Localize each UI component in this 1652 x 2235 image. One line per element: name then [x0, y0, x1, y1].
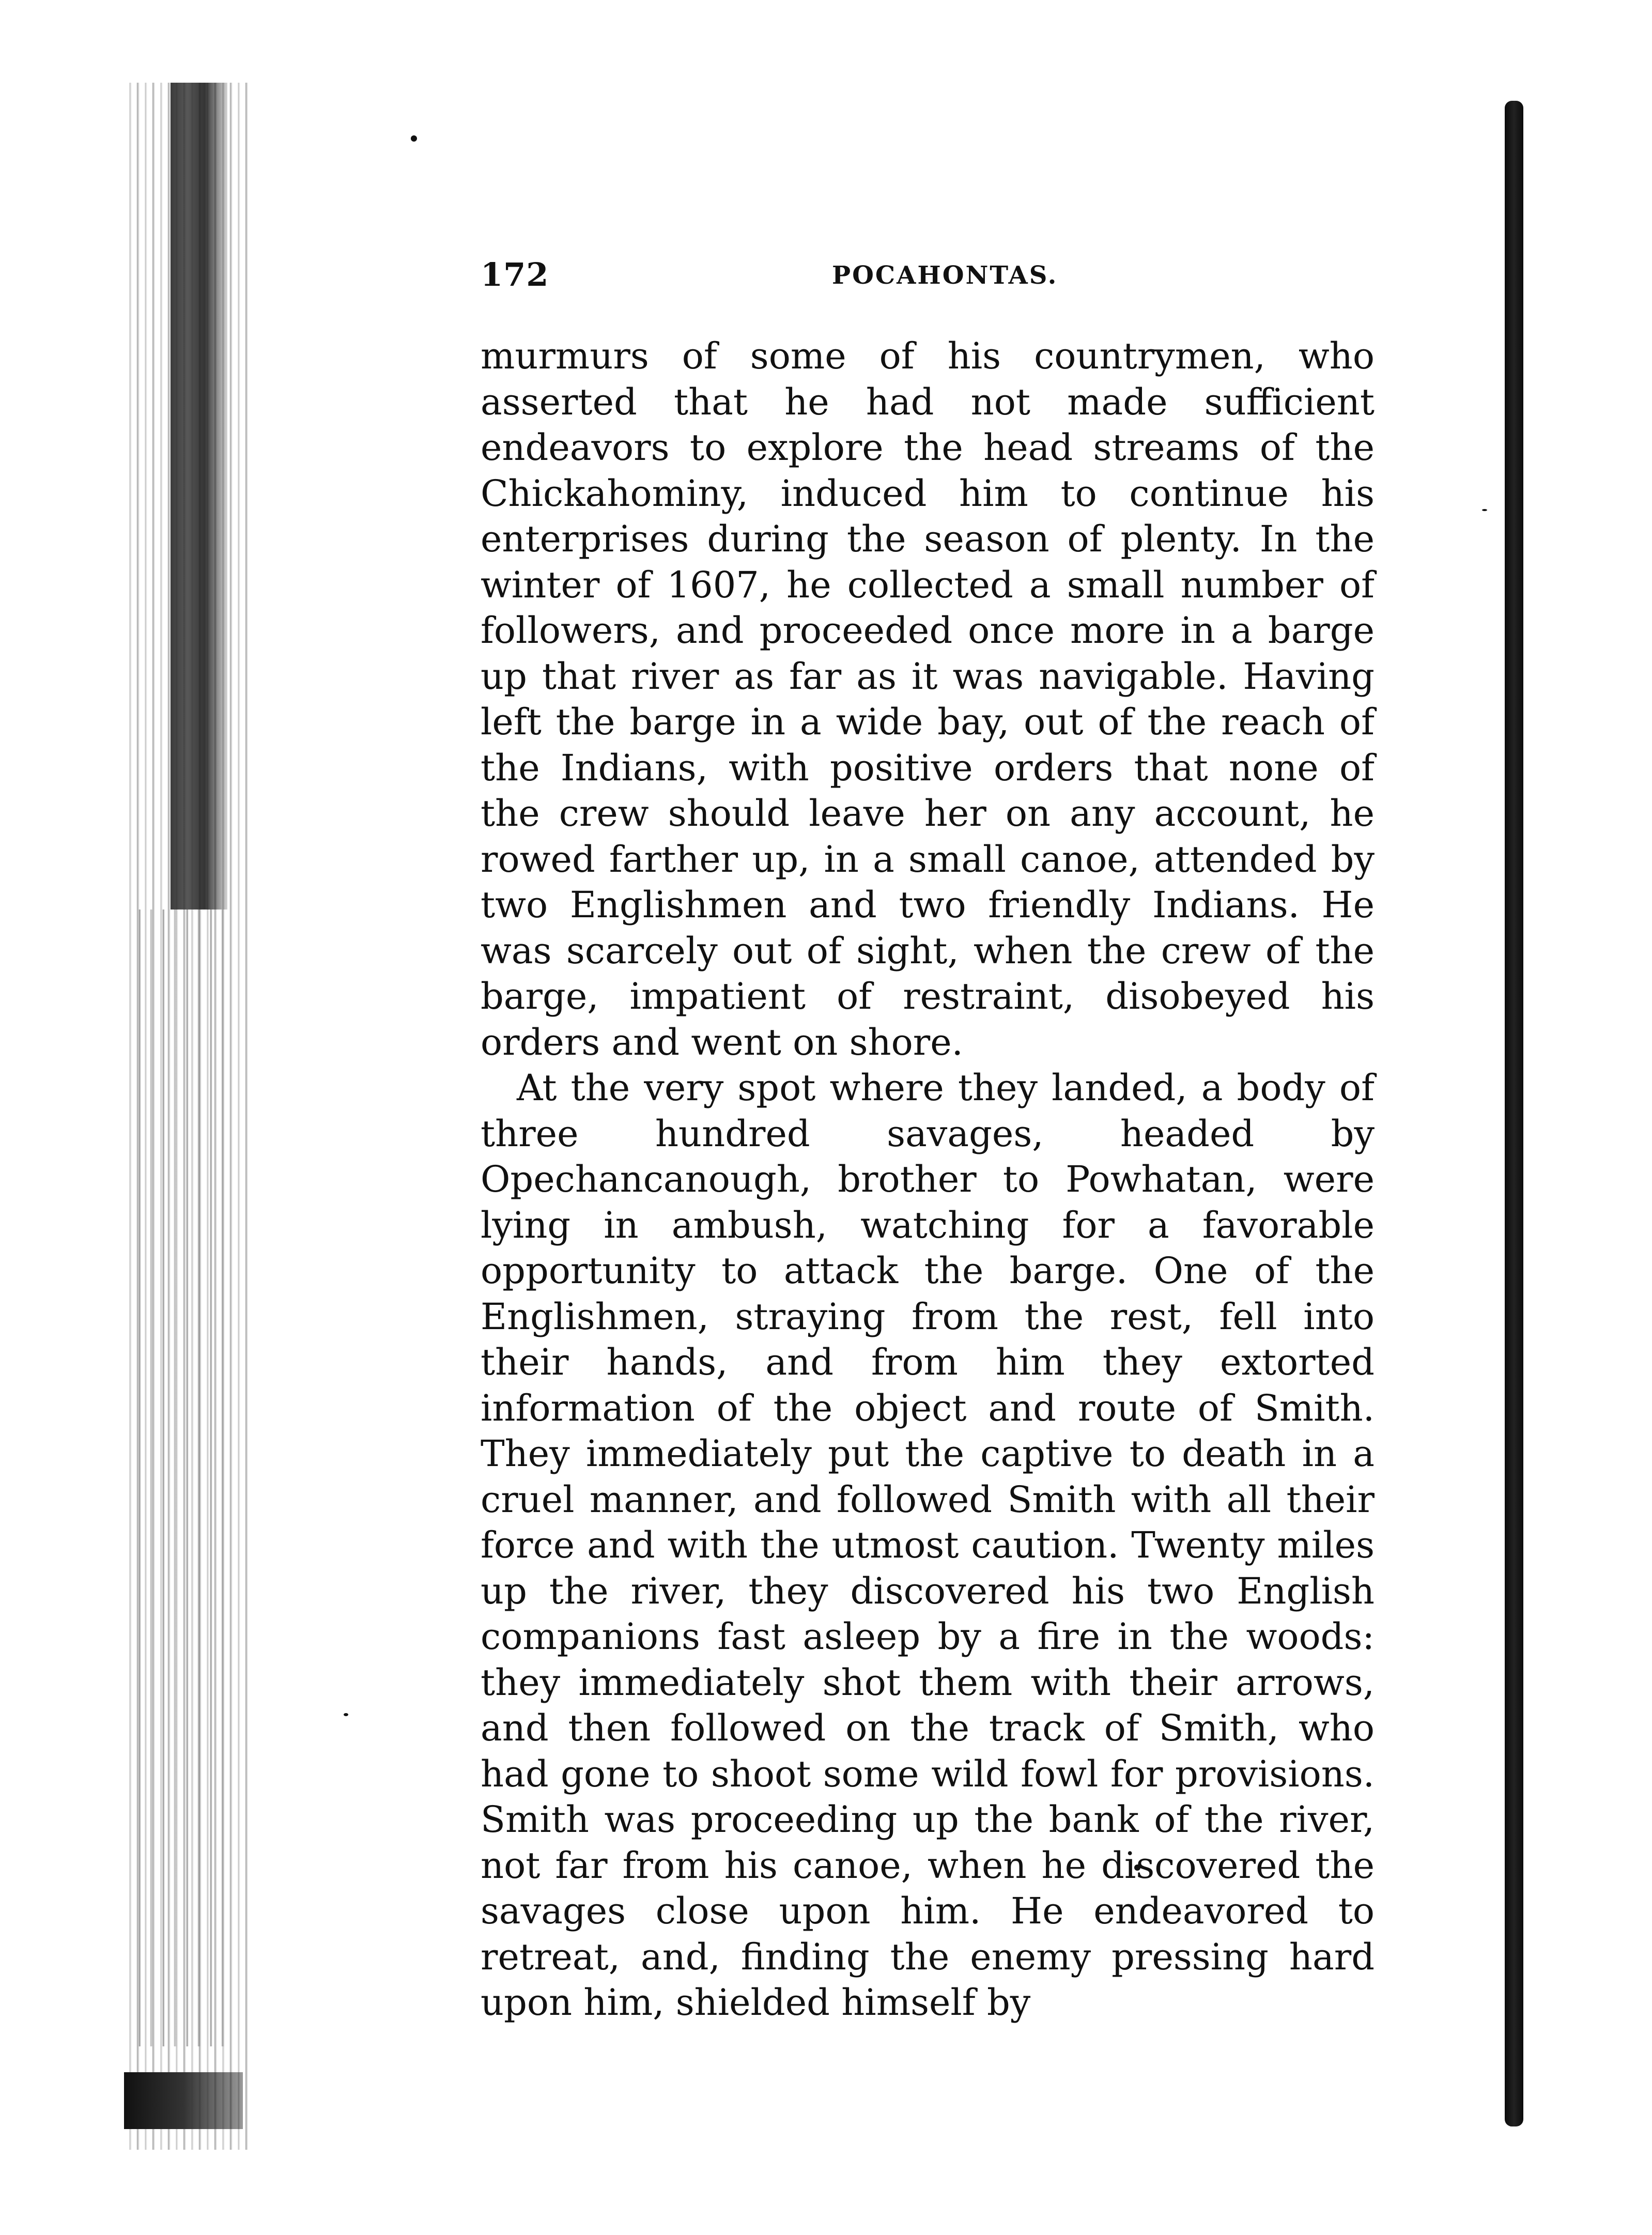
binding-shadow-foot	[124, 2072, 243, 2129]
page-edge-right	[1505, 101, 1523, 2126]
binding-gutter-dark	[171, 83, 227, 910]
print-speck	[344, 1713, 348, 1716]
binding-shadow-lower	[129, 910, 233, 2046]
running-title: POCAHONTAS.	[832, 261, 1058, 290]
print-speck	[411, 135, 417, 142]
print-speck	[1482, 509, 1487, 511]
running-head	[481, 256, 1375, 302]
paragraph-2: At the very spot where they landed, a body of three hundred savages, headed by Opechancanough, brother to Powhatan, were lying in ambush, watching for a favorable opportunity to attack the barge. One of the Englishmen, straying from the rest, fell into their hands, and from him they extorted information of the object and route of Smith. They immediately put the captive to death in a cruel manner, and followed Smith with all their force and with the utmost caution. Twenty miles up the river, they discovered his two English companions fast asleep by a fire in the woods: they immediately shot them with their arrows, and then followed on the track of Smith, who had gone to shoot some wild fowl for provisions. Smith was proceeding up the bank of the river, not far from his canoe, when he discovered the savages close upon him. He endeavored to retreat, and, finding the enemy pressing hard upon him, shielded himself by	[481, 1067, 1375, 2024]
book-page	[481, 256, 1375, 2026]
body-text	[481, 333, 1375, 2026]
page-number: 172	[481, 256, 549, 294]
paragraph-1: murmurs of some of his countrymen, who asserted that he had not made sufficient endeavors to explore the head streams of the Chickahominy, induced him to continue his enterprises during the season of plenty. In the winter of 1607, he collected a small number of followers, and proceeded once more in a barge up that river as far as it was navigable. Having left the barge in a wide bay, out of the reach of the Indians, with positive orders that none of the crew should leave her on any account, he rowed farther up, in a small canoe, attended by two Englishmen and two friendly Indians. He was scarcely out of sight, when the crew of the barge, impatient of restraint, disobeyed his orders and went on shore.	[481, 335, 1375, 1063]
